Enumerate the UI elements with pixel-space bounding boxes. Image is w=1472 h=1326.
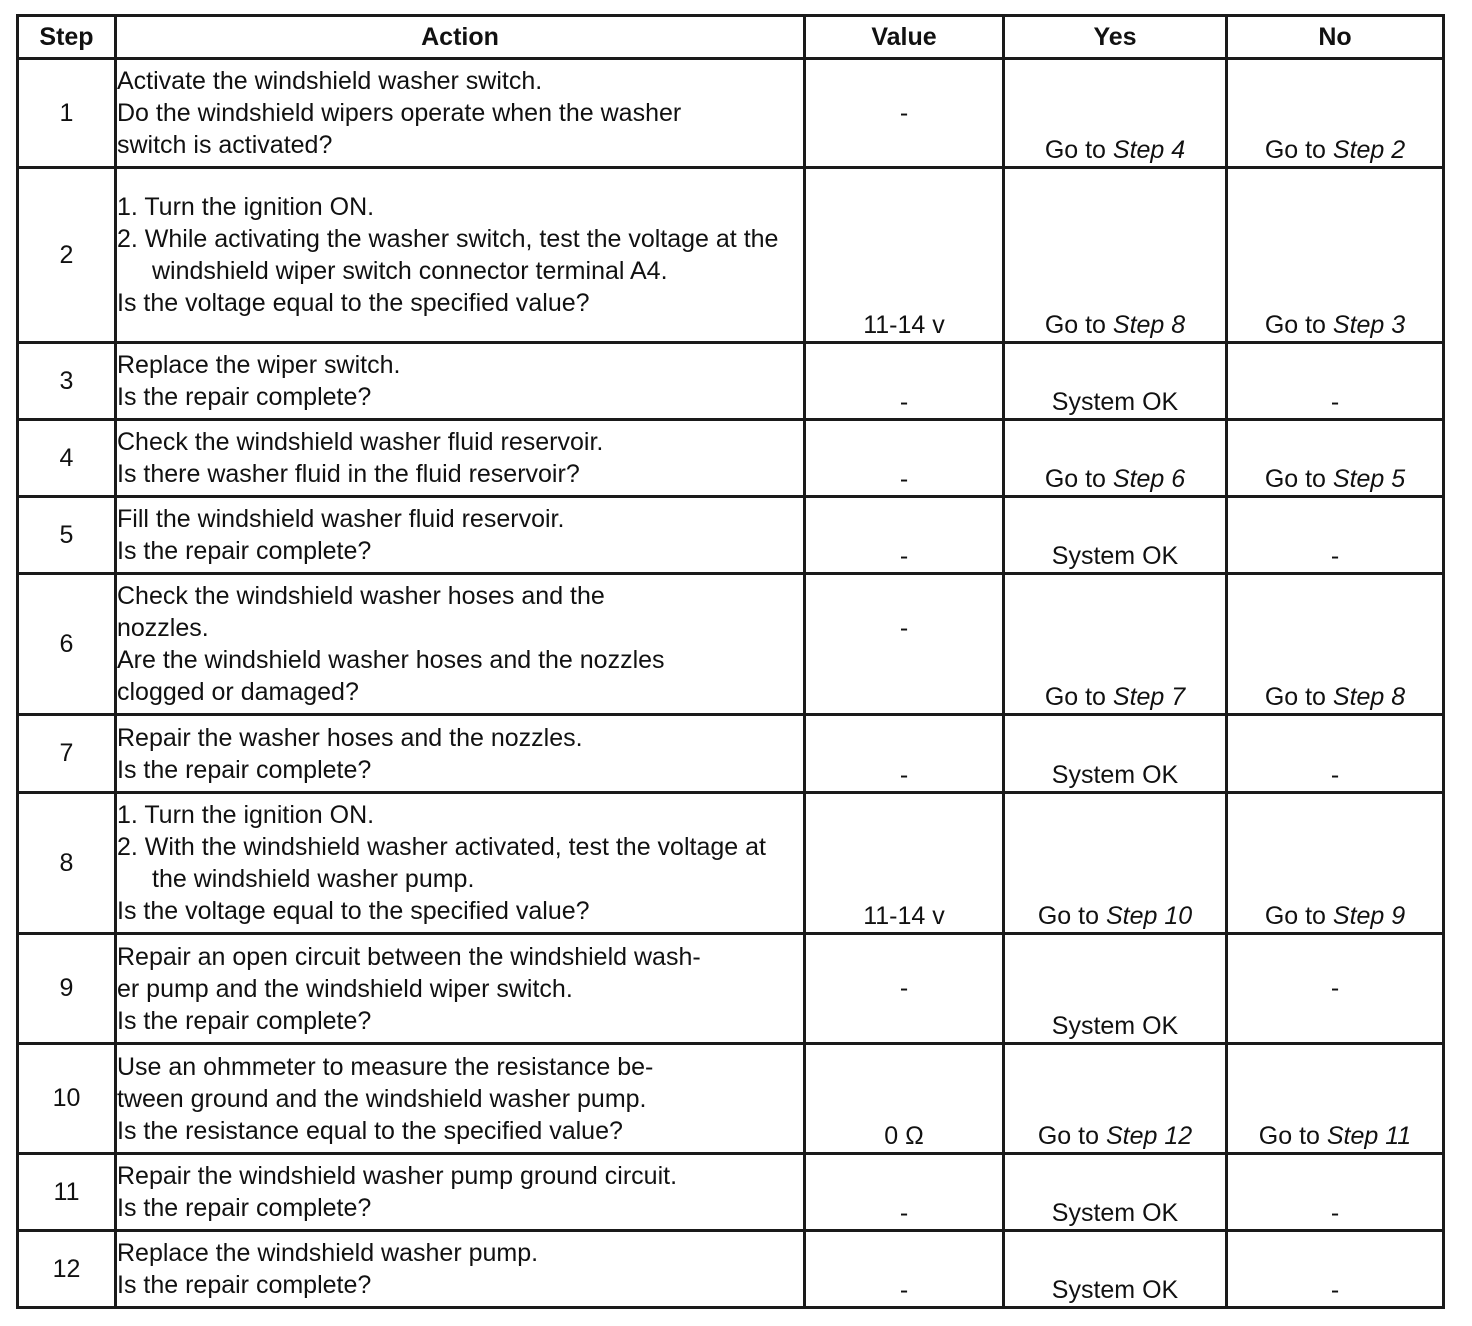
header-step: Step — [18, 16, 116, 59]
step-number: 10 — [18, 1044, 116, 1154]
no-cell — [1227, 1154, 1444, 1231]
go-to-prefix: Go to — [1258, 1122, 1327, 1150]
value-cell — [805, 574, 1004, 715]
yes-cell — [1004, 715, 1227, 793]
go-to-prefix: Go to — [1044, 311, 1113, 339]
go-to-prefix: Go to — [1044, 683, 1113, 711]
table-row — [18, 168, 1444, 343]
action-cell — [116, 168, 805, 343]
action-line: Replace the windshield washer pump. — [117, 1239, 539, 1267]
go-to-prefix: Go to — [1044, 465, 1113, 493]
action-line: Is the resistance equal to the specified value? — [117, 1116, 623, 1145]
action-cell — [116, 1231, 805, 1308]
value-cell — [805, 420, 1004, 497]
action-numbered-item: 2. While activating the washer switch, test the voltage at the windshield wiper switch connector terminal A4. — [117, 225, 779, 285]
yes-result: System OK — [1051, 388, 1179, 416]
action-line: Fill the windshield washer fluid reservoir. — [117, 505, 565, 533]
action-line: Activate the windshield washer switch. — [117, 67, 543, 95]
yes-step-link[interactable]: Step 4 — [1112, 136, 1186, 164]
action-line: Repair the washer hoses and the nozzles. — [117, 723, 583, 752]
action-numbered-item: 1. Turn the ignition ON. — [117, 801, 375, 829]
action-cell — [116, 1044, 805, 1154]
diagnostic-table — [16, 14, 1445, 1309]
value-text: - — [899, 1199, 909, 1227]
go-to-prefix: Go to — [1264, 683, 1333, 711]
no-result: - — [1330, 542, 1340, 570]
action-line: Repair an open circuit between the windshield wash- — [117, 942, 701, 971]
no-step-link[interactable]: Step 8 — [1332, 683, 1406, 711]
table-row — [18, 1044, 1444, 1154]
no-cell — [1227, 343, 1444, 420]
action-line: Is there washer fluid in the fluid reservoir? — [117, 460, 580, 488]
no-cell — [1227, 168, 1444, 343]
yes-cell — [1004, 168, 1227, 343]
yes-cell — [1004, 1044, 1227, 1154]
go-to-prefix: Go to — [1264, 902, 1333, 930]
yes-step-link[interactable]: Step 12 — [1105, 1122, 1193, 1150]
yes-step-link[interactable]: Step 7 — [1112, 683, 1186, 711]
action-line: clogged or damaged? — [117, 678, 359, 706]
yes-cell — [1004, 497, 1227, 574]
yes-result: System OK — [1051, 1276, 1179, 1304]
table-row — [18, 497, 1444, 574]
action-cell — [116, 343, 805, 420]
no-step-link[interactable]: Step 2 — [1332, 136, 1406, 164]
no-step-link[interactable]: Step 9 — [1332, 902, 1406, 930]
action-line: Repair the windshield washer pump ground circuit. — [117, 1162, 678, 1190]
action-cell — [116, 1154, 805, 1231]
value-text: - — [899, 761, 909, 789]
value-cell — [805, 1044, 1004, 1154]
value-cell — [805, 715, 1004, 793]
action-cell — [116, 497, 805, 574]
action-line: Do the windshield wipers operate when the washer — [117, 99, 682, 127]
header-row — [18, 16, 1444, 59]
action-line: tween ground and the windshield washer pump. — [117, 1084, 647, 1113]
no-result: - — [1330, 1199, 1340, 1227]
no-step-link[interactable]: Step 5 — [1332, 465, 1406, 493]
value-text: - — [899, 465, 909, 493]
value-text: 0 Ω — [884, 1122, 924, 1150]
yes-step-link[interactable]: Step 10 — [1105, 902, 1193, 930]
table-row — [18, 574, 1444, 715]
action-line: Is the repair complete? — [117, 755, 372, 784]
no-cell — [1227, 574, 1444, 715]
step-number: 5 — [18, 497, 116, 574]
action-cell — [116, 574, 805, 715]
yes-cell — [1004, 1231, 1227, 1308]
value-text: - — [899, 542, 909, 570]
action-line: Is the repair complete? — [117, 1194, 372, 1222]
no-step-link[interactable]: Step 11 — [1326, 1122, 1412, 1150]
no-step-link[interactable]: Step 3 — [1332, 311, 1406, 339]
value-cell — [805, 1154, 1004, 1231]
go-to-prefix: Go to — [1264, 136, 1333, 164]
step-number: 12 — [18, 1231, 116, 1308]
table-row — [18, 934, 1444, 1044]
no-cell — [1227, 59, 1444, 168]
step-number: 11 — [18, 1154, 116, 1231]
yes-cell — [1004, 420, 1227, 497]
table-row — [18, 1231, 1444, 1308]
table-row — [18, 420, 1444, 497]
value-cell — [805, 497, 1004, 574]
action-line: er pump and the windshield wiper switch. — [117, 974, 573, 1003]
yes-result: System OK — [1051, 1199, 1179, 1227]
table-row — [18, 59, 1444, 168]
no-result: - — [1330, 1276, 1340, 1304]
action-line: Is the repair complete? — [117, 537, 372, 565]
action-cell — [116, 793, 805, 934]
go-to-prefix: Go to — [1037, 1122, 1106, 1150]
value-cell — [805, 59, 1004, 168]
step-number: 7 — [18, 715, 116, 793]
table-row — [18, 793, 1444, 934]
yes-cell — [1004, 343, 1227, 420]
yes-cell — [1004, 1154, 1227, 1231]
diagnostic-table-container — [16, 14, 1442, 1309]
yes-result: System OK — [1051, 761, 1179, 789]
yes-cell — [1004, 934, 1227, 1044]
action-question: Is the voltage equal to the specified value? — [117, 289, 590, 317]
no-result: - — [1330, 761, 1340, 789]
action-numbered-item: 1. Turn the ignition ON. — [117, 193, 375, 221]
action-cell — [116, 934, 805, 1044]
yes-result: System OK — [1051, 542, 1179, 570]
value-text: 11-14 v — [863, 902, 945, 930]
yes-step-link[interactable]: Step 6 — [1112, 465, 1186, 493]
yes-cell — [1004, 574, 1227, 715]
value-text: 11-14 v — [863, 311, 945, 339]
no-cell — [1227, 1044, 1444, 1154]
go-to-prefix: Go to — [1264, 311, 1333, 339]
value-cell — [805, 1231, 1004, 1308]
action-line: Check the windshield washer hoses and the — [117, 582, 605, 610]
step-number: 4 — [18, 420, 116, 497]
action-line: Is the repair complete? — [117, 1006, 372, 1035]
no-cell — [1227, 934, 1444, 1044]
action-line: Is the repair complete? — [117, 1271, 372, 1299]
value-text: - — [899, 98, 909, 127]
value-cell — [805, 934, 1004, 1044]
action-cell — [116, 59, 805, 168]
step-number: 9 — [18, 934, 116, 1044]
action-question: Is the voltage equal to the specified value? — [117, 897, 590, 925]
value-text: - — [899, 974, 909, 1002]
action-cell — [116, 420, 805, 497]
action-cell — [116, 715, 805, 793]
step-number: 6 — [18, 574, 116, 715]
yes-cell — [1004, 793, 1227, 934]
header-action: Action — [116, 16, 805, 59]
header-yes: Yes — [1004, 16, 1227, 59]
table-row — [18, 1154, 1444, 1231]
no-cell — [1227, 793, 1444, 934]
no-cell — [1227, 420, 1444, 497]
step-number: 2 — [18, 168, 116, 343]
yes-step-link[interactable]: Step 8 — [1112, 311, 1186, 339]
go-to-prefix: Go to — [1037, 902, 1106, 930]
no-result: - — [1330, 974, 1340, 1002]
no-result: - — [1330, 388, 1340, 416]
step-number: 1 — [18, 59, 116, 168]
action-line: Replace the wiper switch. — [117, 351, 401, 379]
value-text: - — [899, 388, 909, 416]
action-line: Are the windshield washer hoses and the nozzles — [117, 646, 665, 674]
action-line: Use an ohmmeter to measure the resistance be- — [117, 1052, 654, 1081]
go-to-prefix: Go to — [1264, 465, 1333, 493]
header-no: No — [1227, 16, 1444, 59]
action-line: Is the repair complete? — [117, 383, 372, 411]
step-number: 3 — [18, 343, 116, 420]
value-cell — [805, 168, 1004, 343]
value-text: - — [899, 614, 909, 642]
value-text: - — [899, 1276, 909, 1304]
table-row — [18, 715, 1444, 793]
table-row — [18, 343, 1444, 420]
action-numbered-item: 2. With the windshield washer activated, test the voltage at the windshield washer pump. — [117, 833, 766, 893]
action-line: switch is activated? — [117, 131, 333, 159]
no-cell — [1227, 1231, 1444, 1308]
action-line: nozzles. — [117, 614, 209, 642]
header-value: Value — [805, 16, 1004, 59]
no-cell — [1227, 497, 1444, 574]
go-to-prefix: Go to — [1044, 136, 1113, 164]
yes-result: System OK — [1051, 1012, 1179, 1040]
step-number: 8 — [18, 793, 116, 934]
yes-cell — [1004, 59, 1227, 168]
action-line: Check the windshield washer fluid reservoir. — [117, 428, 604, 456]
value-cell — [805, 343, 1004, 420]
value-cell — [805, 793, 1004, 934]
no-cell — [1227, 715, 1444, 793]
